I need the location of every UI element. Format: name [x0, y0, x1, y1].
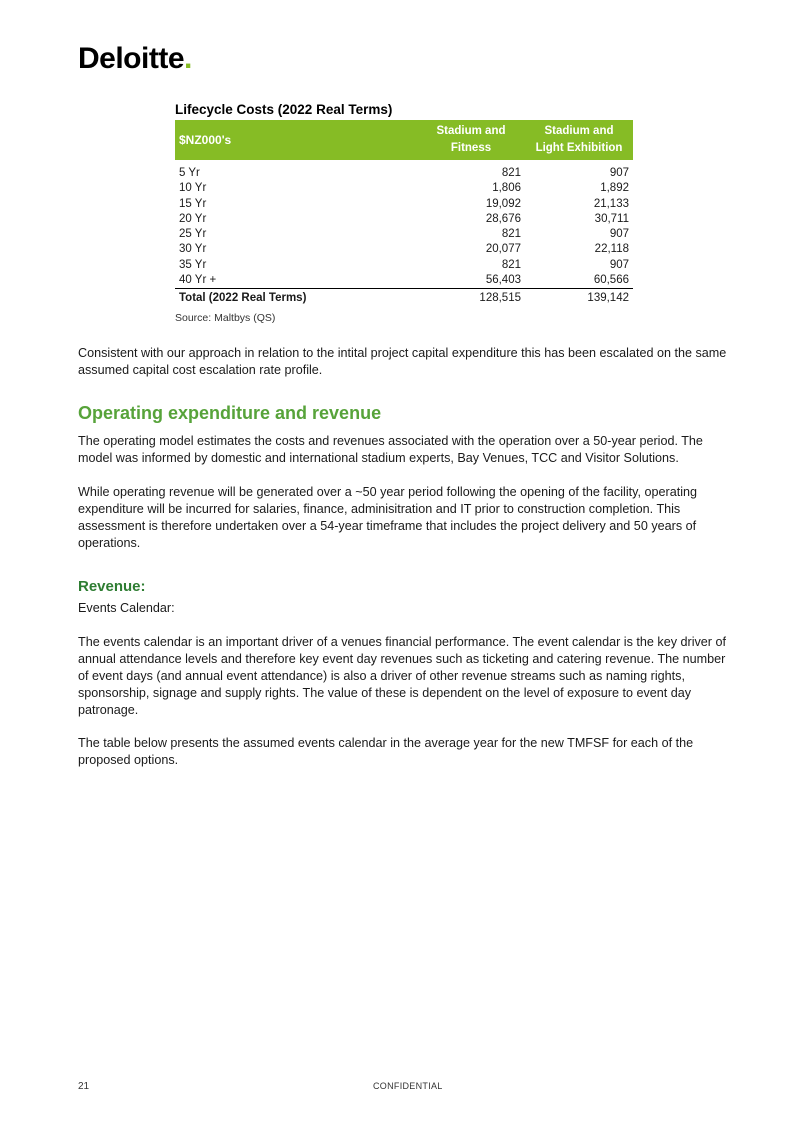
- header-col-stadium-light-exhibition: [525, 120, 633, 160]
- row-value-col1: 56,403: [485, 274, 521, 287]
- table-header-row: [175, 120, 633, 160]
- row-value-col2: 30,711: [594, 212, 629, 225]
- lifecycle-costs-table: [175, 120, 633, 307]
- row-label: 25 Yr: [179, 228, 207, 241]
- row-value-col1: 821: [501, 167, 521, 179]
- total-value-col2: 139,142: [525, 289, 633, 307]
- row-label: 40 Yr +: [179, 274, 217, 287]
- total-label: Total (2022 Real Terms): [175, 289, 417, 307]
- row-value-col1: 20,077: [485, 243, 521, 256]
- table-row: [175, 212, 633, 227]
- paragraph-text: While operating revenue will be generated over a ~50 year period following the opening of the facility, operating expenditure will be incurred for salaries, finance, adminisitration and IT prior to construction completion. This assessment is therefore undertaken over a 54-year timeframe that includes the project delivery and 50 years of operations.: [78, 485, 697, 550]
- table-row: [175, 242, 633, 257]
- row-label: 30 Yr: [179, 243, 207, 256]
- row-value-col1: 821: [501, 258, 521, 271]
- confidential-label: CONFIDENTIAL: [373, 1081, 443, 1091]
- header-col2-line2: Light Exhibition: [535, 142, 623, 154]
- paragraph-text: The table below presents the assumed events calendar in the average year for the new TMFSF for each of the proposed options.: [78, 736, 694, 767]
- events-calendar-label: [78, 600, 730, 617]
- row-value-col2: 60,566: [593, 274, 629, 287]
- table-below-paragraph: [78, 735, 730, 769]
- row-value-col2: 22,118: [594, 243, 629, 256]
- table-row: [175, 258, 633, 273]
- row-value-col1: 821: [501, 228, 521, 241]
- table-row: [175, 273, 633, 289]
- header-col-stadium-fitness: [417, 120, 525, 160]
- opex-paragraph-2: [78, 484, 730, 552]
- row-value-col1: 1,806: [492, 182, 521, 195]
- row-label: 35 Yr: [179, 258, 207, 271]
- row-label: 5 Yr: [179, 167, 200, 179]
- table-source-note: Source: Maltbys (QS): [175, 311, 276, 324]
- events-paragraph: [78, 634, 730, 719]
- row-value-col2: 907: [609, 228, 629, 241]
- header-label: $NZ000's: [179, 132, 232, 147]
- row-label: 15 Yr: [179, 197, 207, 210]
- header-col1-line2: Fitness: [450, 142, 492, 154]
- table-row: [175, 181, 633, 196]
- page-number: 21: [78, 1081, 90, 1092]
- escalation-paragraph: [78, 345, 730, 379]
- total-value-col1: 128,515: [417, 289, 525, 307]
- row-label: 20 Yr: [179, 212, 207, 225]
- logo-text: Deloitte: [78, 42, 185, 75]
- paragraph-text: The operating model estimates the costs and revenues associated with the operation over a 50-year period. The model was informed by domestic and international stadium experts, Bay Venues, TCC and Visitor Solutions.: [78, 434, 703, 465]
- table-title: Lifecycle Costs (2022 Real Terms): [175, 102, 393, 117]
- paragraph-text: Consistent with our approach in relation to the intital project capital expenditure this has been escalated on the same assumed capital cost escalation rate profile.: [78, 346, 727, 377]
- header-col1-line1: Stadium and: [436, 125, 506, 137]
- table-total-row: [175, 289, 633, 307]
- opex-paragraph-1: [78, 433, 730, 467]
- table-row: [175, 227, 633, 242]
- row-value-col2: 1,892: [600, 182, 629, 195]
- row-value-col1: 19,092: [485, 197, 521, 210]
- deloitte-logo: [78, 42, 192, 76]
- paragraph-text: The events calendar is an important driver of a venues financial performance. The event calendar is the key driver of annual attendance levels and therefore key event day revenues such as ticketing and catering revenue. The number of event days (and annual event attendance) is also a driver of other revenue streams such as naming rights, sponsorship, signage and supply rights. The value of these is dependent on the level of exposure to event day patronage.: [78, 635, 726, 717]
- header-col2-line1: Stadium and: [544, 125, 614, 137]
- table-row: [175, 166, 633, 181]
- logo-dot: .: [184, 42, 192, 75]
- section-heading-opex: Operating expenditure and revenue: [78, 403, 382, 423]
- row-value-col1: 28,676: [485, 212, 521, 225]
- subsection-heading-revenue: Revenue:: [78, 578, 146, 595]
- lifecycle-costs-table-section: [175, 102, 633, 324]
- row-value-col2: 21,133: [593, 197, 629, 210]
- row-value-col2: 907: [609, 258, 629, 271]
- label-text: Events Calendar:: [78, 601, 175, 615]
- row-label: 10 Yr: [179, 182, 207, 195]
- table-row: [175, 197, 633, 212]
- row-value-col2: 907: [609, 167, 629, 179]
